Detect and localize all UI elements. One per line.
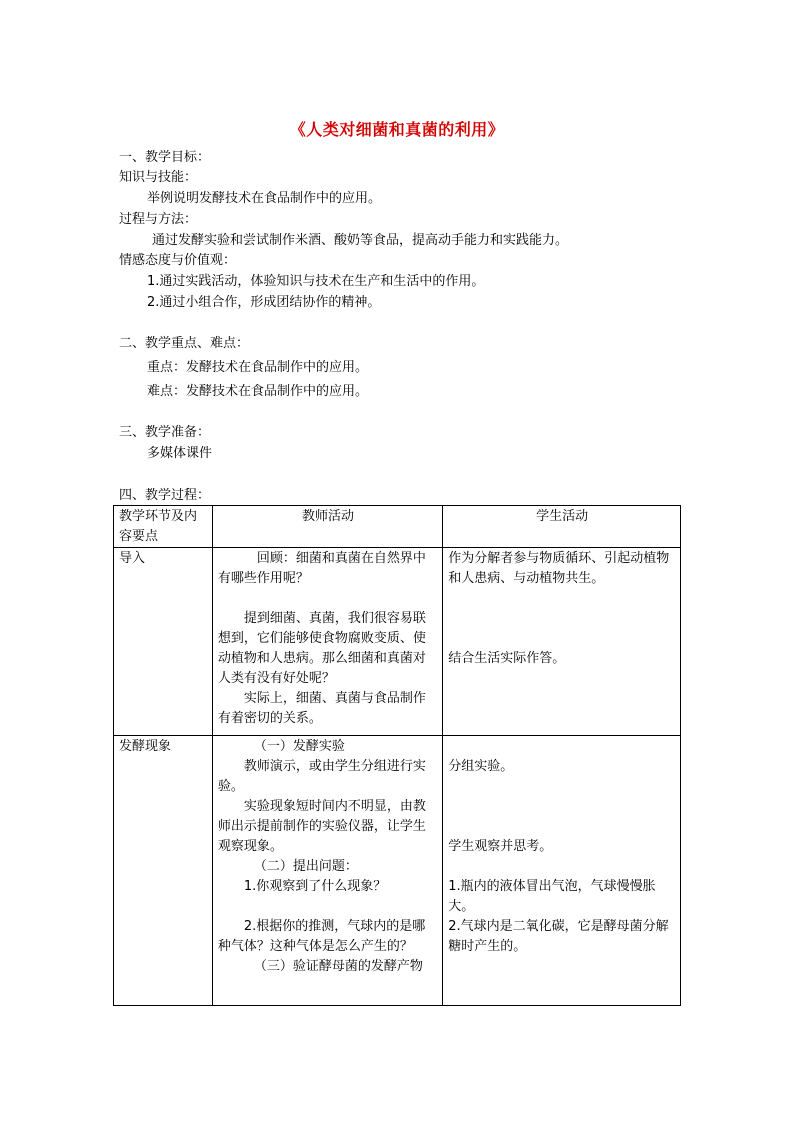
process-item: 通过发酵实验和尝试制作米酒、酸奶等食品，提高动手能力和实践能力。 — [152, 233, 569, 248]
teacher-text: （三）验证酵母菌的发酵产物 — [253, 959, 423, 974]
emotion-label: 情感态度与价值观： — [119, 253, 237, 268]
student-activity-cell — [443, 736, 681, 1006]
process-heading: 四、教学过程： — [119, 488, 211, 503]
column-header-student: 学生活动 — [443, 506, 681, 548]
column-header-teacher: 教师活动 — [212, 506, 442, 548]
teacher-text: 教师演示，或由学生分组进行实验。 — [217, 759, 426, 794]
student-text: 结合生活实际作答。 — [448, 651, 566, 666]
teacher-text: （一）发酵实验 — [253, 739, 345, 754]
emotion-item-1: 1.通过实践活动，体验知识与技术在生产和生活中的作用。 — [147, 274, 485, 289]
lesson-process-table — [113, 505, 681, 1006]
teacher-text: （二）提出问题： — [253, 859, 358, 874]
teacher-text: 回顾：细菌和真菌在自然界中有哪些作用呢？ — [217, 551, 426, 586]
student-activity-cell — [443, 548, 681, 736]
teacher-text: 实验现象短时间内不明显，由教师出示提前制作的实验仪器，让学生观察现象。 — [217, 799, 426, 854]
student-text: 2.气球内是二氧化碳，它是酵母菌分解糖时产生的。 — [448, 919, 669, 954]
page-title: 《人类对细菌和真菌的利用》 — [289, 120, 505, 139]
teacher-activity-cell — [212, 736, 442, 1006]
stage-cell: 发酵现象 — [114, 736, 213, 1006]
column-header-stage: 教学环节及内容要点 — [114, 506, 213, 548]
key-point: 重点：发酵技术在食品制作中的应用。 — [147, 360, 369, 375]
table-header-row — [114, 506, 681, 548]
student-text: 1.瓶内的液体冒出气泡，气球慢慢胀大。 — [448, 879, 656, 914]
knowledge-item: 举例说明发酵技术在食品制作中的应用。 — [147, 191, 382, 206]
knowledge-label: 知识与技能： — [119, 170, 198, 185]
goals-heading: 一、教学目标： — [119, 150, 211, 165]
teacher-activity-cell — [212, 548, 442, 736]
preparation-heading: 三、教学准备： — [119, 425, 211, 440]
student-text: 分组实验。 — [448, 759, 514, 774]
teacher-text: 实际上，细菌、真菌与食品制作有着密切的关系。 — [217, 691, 426, 726]
student-text: 学生观察并思考。 — [448, 839, 553, 854]
teacher-text: 提到细菌、真菌，我们很容易联想到，它们能够使食物腐败变质、使动植物和人患病。那么细菌和真菌对人类有没有好处呢？ — [217, 611, 426, 686]
emotion-item-2: 2.通过小组合作，形成团结协作的精神。 — [147, 295, 381, 310]
key-points-heading: 二、教学重点、难点： — [119, 336, 250, 351]
table-row — [114, 548, 681, 736]
preparation-item: 多媒体课件 — [147, 446, 213, 461]
teacher-text: 2.根据你的推测，气球内的是哪种气体？这种气体是怎么产生的？ — [217, 919, 426, 954]
process-label: 过程与方法： — [119, 212, 198, 227]
difficult-point: 难点：发酵技术在食品制作中的应用。 — [147, 384, 369, 399]
student-text: 作为分解者参与物质循环、引起动植物和人患病、与动植物共生。 — [448, 551, 670, 586]
table-row — [114, 736, 681, 1006]
teacher-text: 1.你观察到了什么现象？ — [243, 879, 387, 894]
stage-cell: 导入 — [114, 548, 213, 736]
